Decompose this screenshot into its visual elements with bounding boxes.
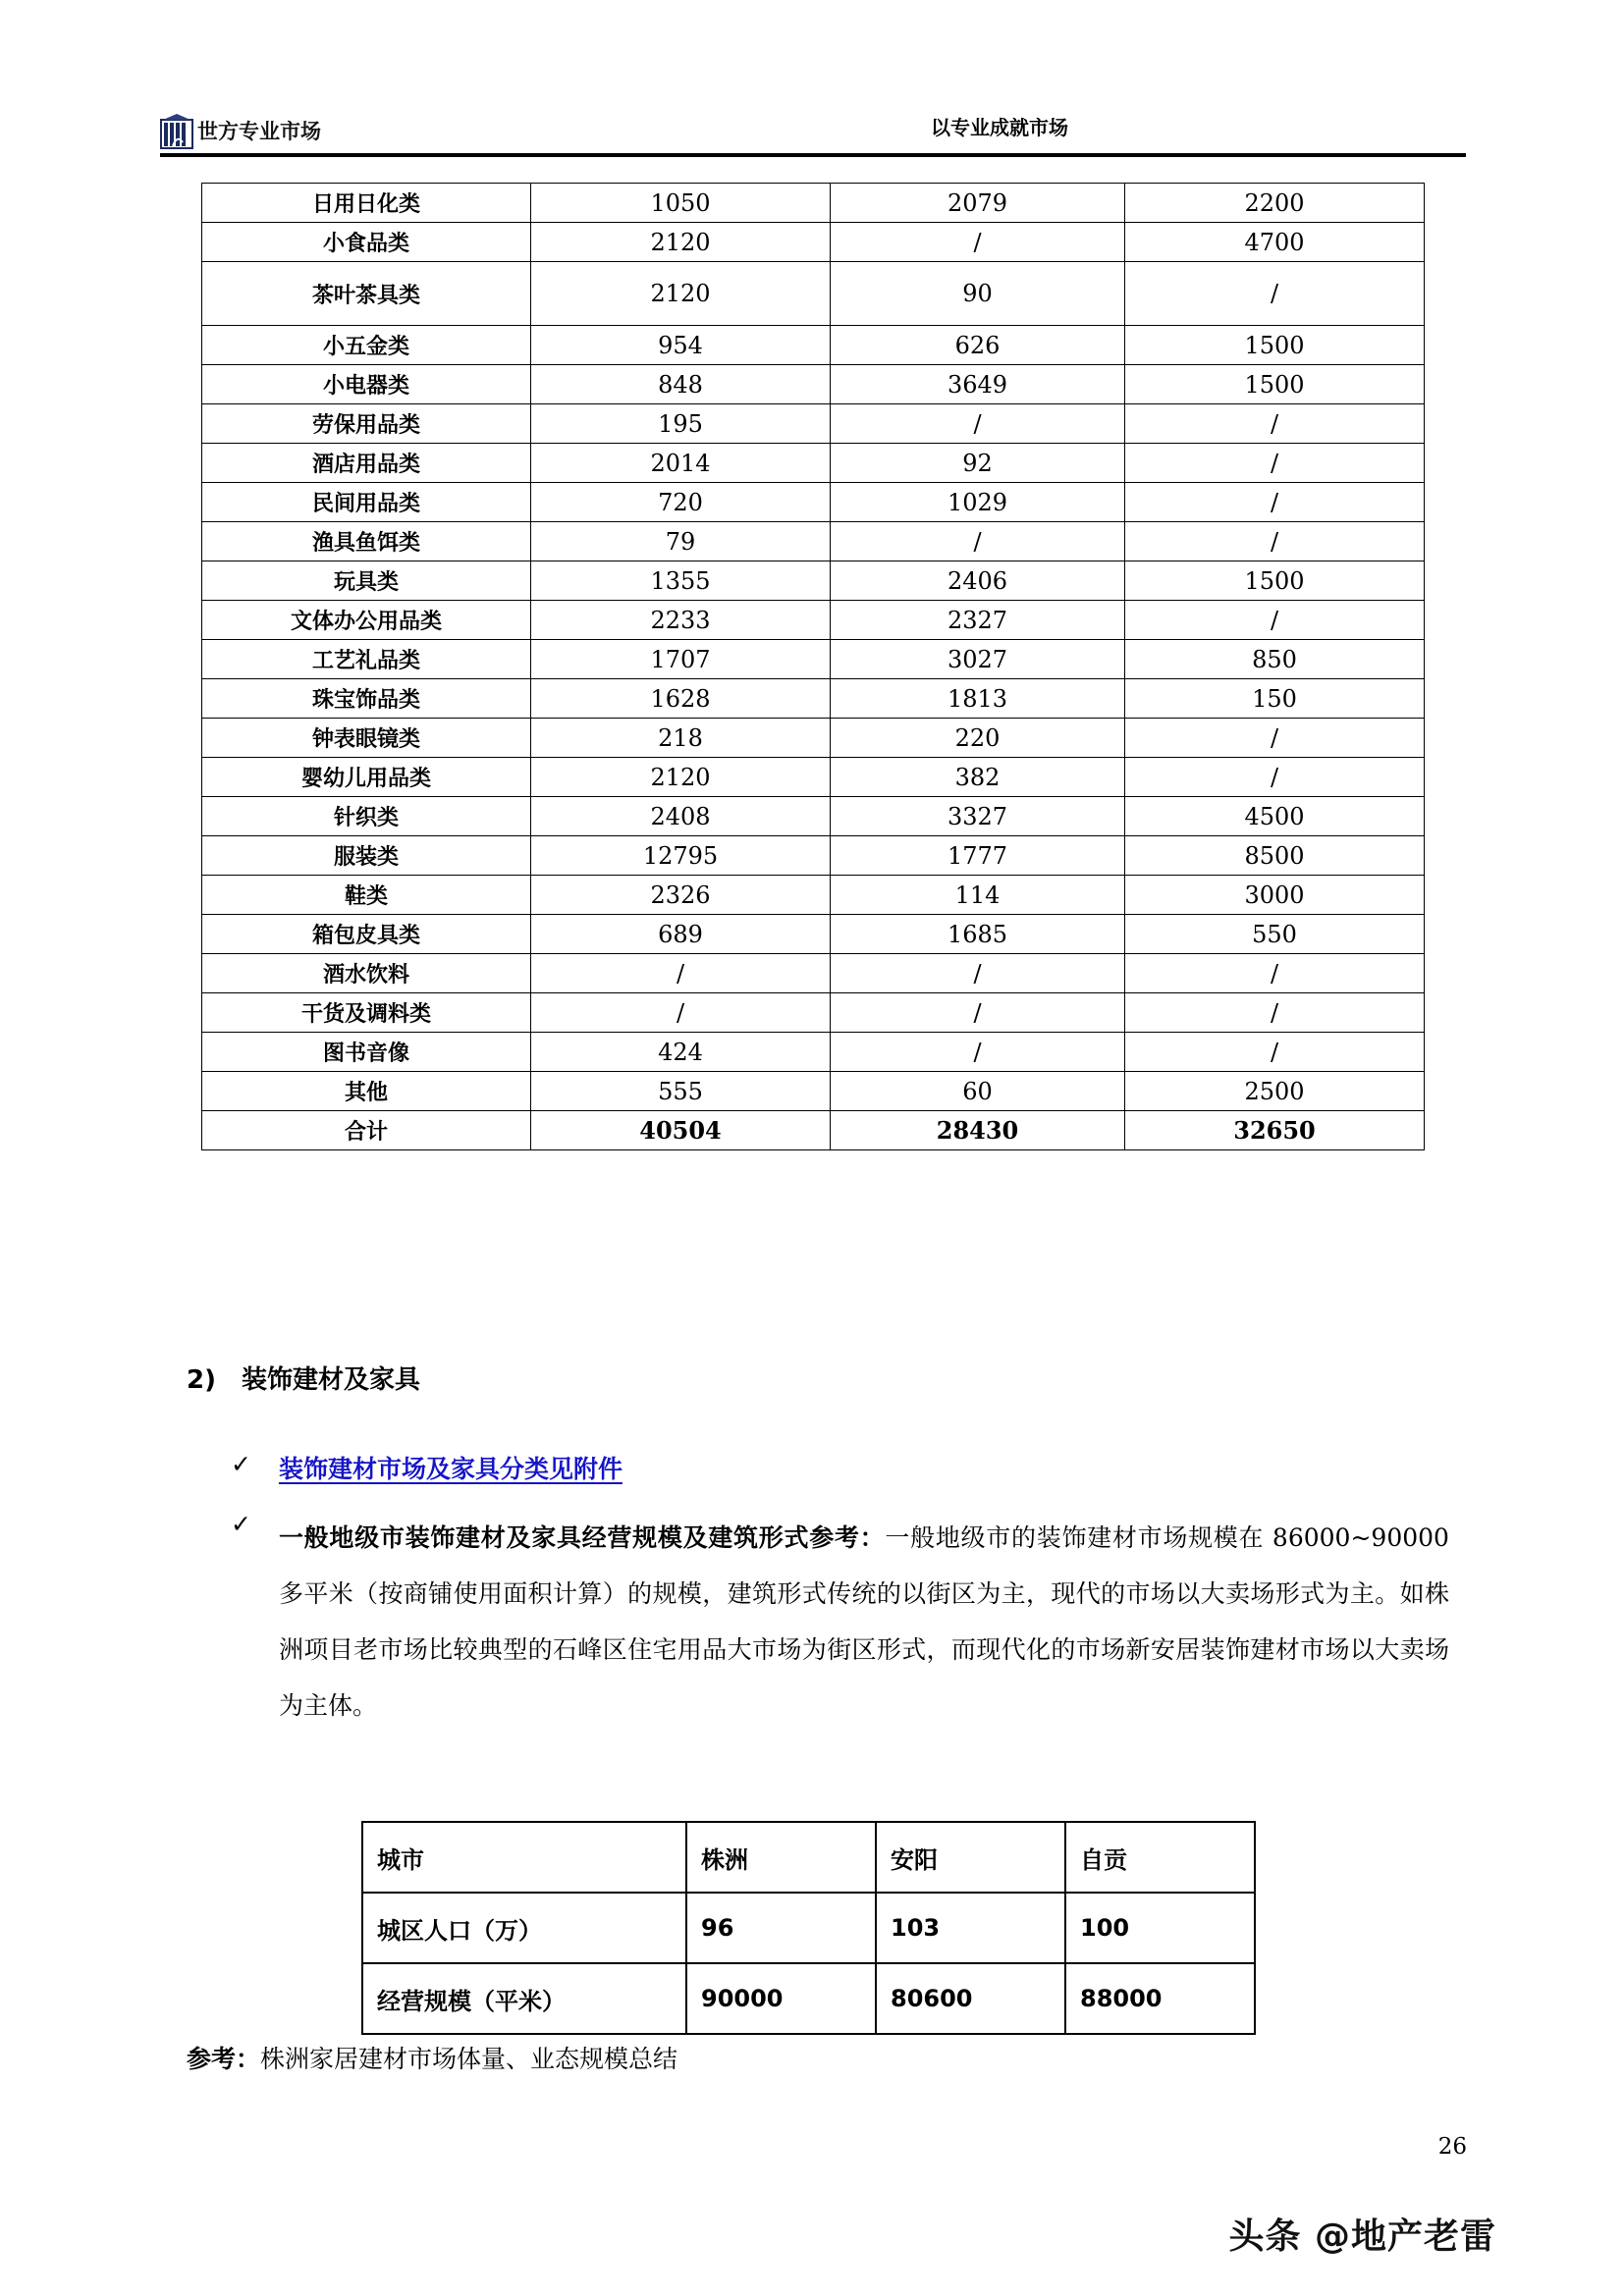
- table-row: [362, 1822, 1255, 1893]
- row-value: 3000: [1125, 876, 1425, 915]
- table-row: [202, 640, 1425, 679]
- row-value: 555: [531, 1072, 831, 1111]
- row-value: /: [831, 993, 1125, 1033]
- row-value: 2327: [831, 601, 1125, 640]
- row-value: 848: [531, 365, 831, 404]
- city-row-label: 城市: [362, 1822, 686, 1893]
- row-value: /: [1125, 601, 1425, 640]
- row-value: 2408: [531, 797, 831, 836]
- row-value: /: [531, 954, 831, 993]
- scale-reference-paragraph: [279, 1510, 1449, 1734]
- table-row: [202, 719, 1425, 758]
- row-value: 1050: [531, 184, 831, 223]
- row-value: /: [1125, 262, 1425, 326]
- page-header: [160, 102, 1466, 159]
- row-category: 渔具鱼饵类: [202, 522, 531, 561]
- row-value: 424: [531, 1033, 831, 1072]
- row-value: 4700: [1125, 223, 1425, 262]
- row-value: 114: [831, 876, 1125, 915]
- table-row: [202, 326, 1425, 365]
- row-value: 4500: [1125, 797, 1425, 836]
- row-category: 箱包皮具类: [202, 915, 531, 954]
- table-row: [202, 223, 1425, 262]
- city-table-body: [362, 1822, 1255, 2034]
- row-value: 626: [831, 326, 1125, 365]
- row-value: /: [831, 1033, 1125, 1072]
- row-value: 60: [831, 1072, 1125, 1111]
- table-row: [202, 561, 1425, 601]
- row-category: 合计: [202, 1111, 531, 1150]
- row-value: 1500: [1125, 561, 1425, 601]
- table-row: [202, 915, 1425, 954]
- table-row: [202, 1033, 1425, 1072]
- row-category: 酒水饮料: [202, 954, 531, 993]
- city-row-value: 96: [686, 1893, 876, 1963]
- table-row: [202, 444, 1425, 483]
- row-category: 服装类: [202, 836, 531, 876]
- section-heading: [187, 1360, 420, 1396]
- row-value: 218: [531, 719, 831, 758]
- row-value: 79: [531, 522, 831, 561]
- city-row-value: 株洲: [686, 1822, 876, 1893]
- row-value: 2233: [531, 601, 831, 640]
- table-row: [202, 876, 1425, 915]
- row-category: 玩具类: [202, 561, 531, 601]
- row-value: /: [1125, 1033, 1425, 1072]
- row-value: 850: [1125, 640, 1425, 679]
- row-category: 图书音像: [202, 1033, 531, 1072]
- row-value: 1707: [531, 640, 831, 679]
- table-row: [202, 404, 1425, 444]
- row-category: 小五金类: [202, 326, 531, 365]
- table-row: [202, 1072, 1425, 1111]
- row-value: 1813: [831, 679, 1125, 719]
- row-value: 3649: [831, 365, 1125, 404]
- row-value: 1628: [531, 679, 831, 719]
- scale-reference-row: [231, 1510, 1458, 1734]
- row-value: /: [1125, 522, 1425, 561]
- header-divider: [160, 153, 1466, 157]
- row-category: 工艺礼品类: [202, 640, 531, 679]
- row-value: 1777: [831, 836, 1125, 876]
- row-category: 钟表眼镜类: [202, 719, 531, 758]
- table-row: [362, 1963, 1255, 2034]
- row-category: 珠宝饰品类: [202, 679, 531, 719]
- row-category: 干货及调料类: [202, 993, 531, 1033]
- row-value: 954: [531, 326, 831, 365]
- check-icon: ✓: [231, 1450, 251, 1478]
- row-value: /: [831, 522, 1125, 561]
- brand-name: 世方专业市场: [197, 119, 321, 143]
- category-table-body: [202, 184, 1425, 1150]
- row-category: 小电器类: [202, 365, 531, 404]
- row-value: 720: [531, 483, 831, 522]
- table-row: [202, 522, 1425, 561]
- header-slogan: 以专业成就市场: [931, 116, 1068, 139]
- row-value: 2120: [531, 223, 831, 262]
- table-row: [202, 262, 1425, 326]
- row-value: 3327: [831, 797, 1125, 836]
- table-row: [202, 954, 1425, 993]
- row-value: 12795: [531, 836, 831, 876]
- check-icon: ✓: [231, 1510, 251, 1538]
- row-value: 92: [831, 444, 1125, 483]
- row-value: 2120: [531, 262, 831, 326]
- row-value: /: [831, 954, 1125, 993]
- row-value: 220: [831, 719, 1125, 758]
- reference-label: 参考：: [187, 2045, 261, 2073]
- table-row: [202, 993, 1425, 1033]
- row-category: 其他: [202, 1072, 531, 1111]
- table-row: [202, 184, 1425, 223]
- city-row-label: 经营规模（平米）: [362, 1963, 686, 2034]
- table-row: [202, 601, 1425, 640]
- attachment-link[interactable]: 装饰建材市场及家具分类见附件: [278, 1455, 623, 1483]
- row-value: 40504: [531, 1111, 831, 1150]
- city-row-value: 100: [1065, 1893, 1255, 1963]
- row-value: 2120: [531, 758, 831, 797]
- city-row-value: 80600: [876, 1963, 1065, 2034]
- row-category: 小食品类: [202, 223, 531, 262]
- table-row: [202, 797, 1425, 836]
- section-number: 2): [187, 1365, 216, 1395]
- row-value: 32650: [1125, 1111, 1425, 1150]
- row-value: 2200: [1125, 184, 1425, 223]
- row-category: 鞋类: [202, 876, 531, 915]
- row-value: 382: [831, 758, 1125, 797]
- row-value: /: [1125, 993, 1425, 1033]
- table-row: [202, 365, 1425, 404]
- row-value: 2014: [531, 444, 831, 483]
- row-value: 3027: [831, 640, 1125, 679]
- row-value: /: [1125, 444, 1425, 483]
- city-row-value: 安阳: [876, 1822, 1065, 1893]
- page-number: 26: [1437, 2134, 1467, 2160]
- city-row-value: 自贡: [1065, 1822, 1255, 1893]
- row-value: /: [1125, 954, 1425, 993]
- row-value: 90: [831, 262, 1125, 326]
- watermark: 头条 @地产老雷: [1228, 2216, 1496, 2257]
- table-row: [202, 836, 1425, 876]
- row-value: /: [1125, 719, 1425, 758]
- row-value: 1500: [1125, 326, 1425, 365]
- paragraph-lead: 一般地级市装饰建材及家具经营规模及建筑形式参考：: [278, 1523, 886, 1552]
- paragraph-body: 一般地级市的装饰建材市场规模在 86000~90000 多平米（按商铺使用面积计算）的规模，建筑形式传统的以街区为主，现代的市场以大卖场形式为主。如株洲项目老市场比较典型的石峰区住宅用品大市场为街区形式，而现代化的市场新安居装饰建材市场以大卖场为主体。: [278, 1523, 1449, 1720]
- reference-note: [187, 2040, 677, 2075]
- table-row: [202, 483, 1425, 522]
- city-row-label: 城区人口（万）: [362, 1893, 686, 1963]
- row-value: /: [1125, 758, 1425, 797]
- row-value: /: [531, 993, 831, 1033]
- row-value: 1685: [831, 915, 1125, 954]
- row-category: 文体办公用品类: [202, 601, 531, 640]
- row-value: /: [1125, 404, 1425, 444]
- row-value: 28430: [831, 1111, 1125, 1150]
- row-category: 针织类: [202, 797, 531, 836]
- table-row: [202, 1111, 1425, 1150]
- city-row-value: 88000: [1065, 1963, 1255, 2034]
- row-category: 酒店用品类: [202, 444, 531, 483]
- table-row: [202, 758, 1425, 797]
- row-category: 茶叶茶具类: [202, 262, 531, 326]
- row-category: 婴幼儿用品类: [202, 758, 531, 797]
- city-row-value: 103: [876, 1893, 1065, 1963]
- row-category: 日用日化类: [202, 184, 531, 223]
- row-value: 150: [1125, 679, 1425, 719]
- row-value: 550: [1125, 915, 1425, 954]
- row-value: /: [831, 223, 1125, 262]
- page-title: 装饰建材及家具: [241, 1365, 420, 1395]
- row-value: 2326: [531, 876, 831, 915]
- row-category: 民间用品类: [202, 483, 531, 522]
- row-value: /: [1125, 483, 1425, 522]
- row-value: 1500: [1125, 365, 1425, 404]
- row-value: 8500: [1125, 836, 1425, 876]
- table-row: [202, 679, 1425, 719]
- row-value: 2500: [1125, 1072, 1425, 1111]
- city-row-value: 90000: [686, 1963, 876, 2034]
- table-row: [362, 1893, 1255, 1963]
- row-value: 1029: [831, 483, 1125, 522]
- row-value: 1355: [531, 561, 831, 601]
- city-comparison-table: [361, 1821, 1256, 2035]
- row-value: 195: [531, 404, 831, 444]
- row-value: /: [831, 404, 1125, 444]
- category-scale-table: [201, 183, 1425, 1150]
- reference-text: 株洲家居建材市场体量、业态规模总结: [260, 2045, 678, 2073]
- attachment-link-row[interactable]: [231, 1450, 623, 1485]
- row-value: 689: [531, 915, 831, 954]
- row-value: 2079: [831, 184, 1125, 223]
- row-value: 2406: [831, 561, 1125, 601]
- row-category: 劳保用品类: [202, 404, 531, 444]
